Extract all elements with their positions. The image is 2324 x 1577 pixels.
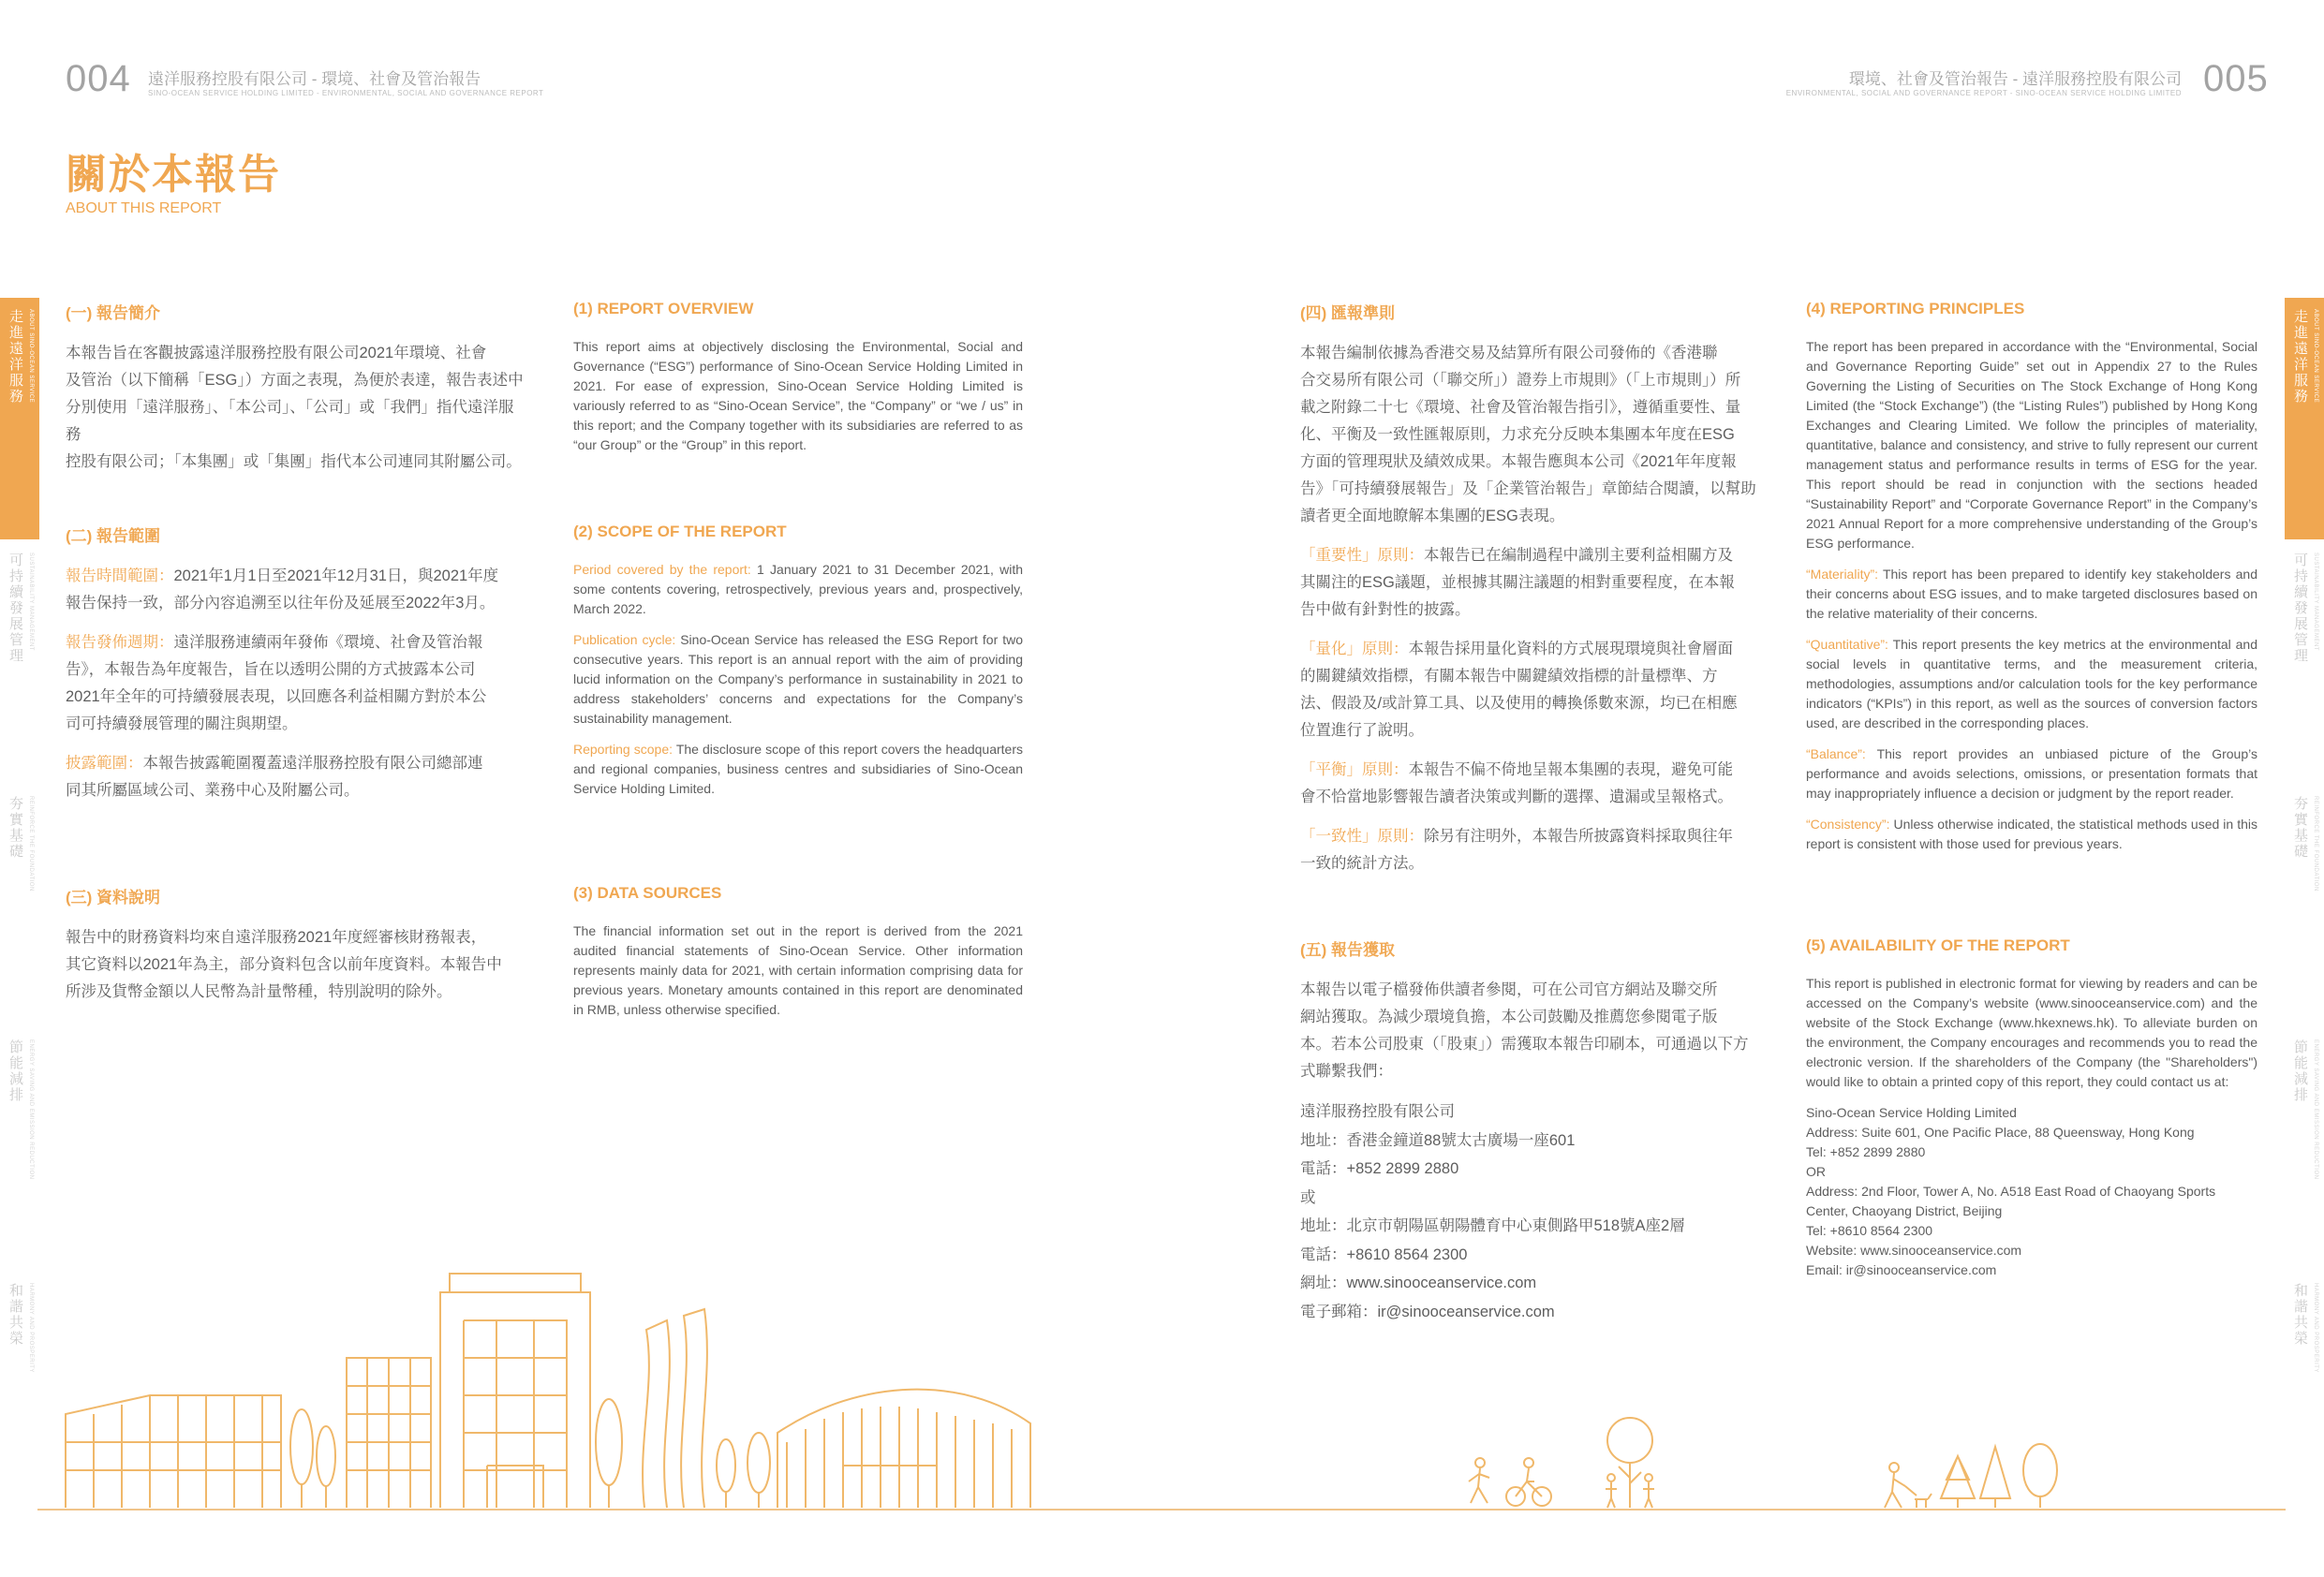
page-title	[66, 140, 281, 217]
side-tab-harmony-right[interactable]: 和諧共榮 HARMONY AND PROSPERITY	[2292, 1283, 2318, 1373]
section-4-en	[1806, 300, 2257, 865]
section-1-en	[573, 300, 1023, 455]
email-link-zh[interactable]: 電子郵箱：ir@sinooceanservice.com	[1300, 1303, 1555, 1320]
right-header-zh: 環境、社會及管治報告 ‐ 遠洋服務控股有限公司	[1848, 70, 2182, 88]
section-4-en-body: The report has been prepared in accordance with the “Environmental, Social and Governance Reporting Guide” set out in Appendix 27 to the Rules Governing the Listing of Securities on The Stock Exchange of Hong Kong Limited (the “Stock Exchange”) (the “Listing Rules”) published by Hong Kong Exchanges and Clearing Limited. We follow the principles of materiality, quantitative, balance and consistency, and strive to fully represent our current management status and performance results in terms of ESG for the year. This report should be read in conjunction with the sections headed “Sustainability Report” and “Corporate Governance Report” in the Company’s 2021 Annual Report for a more comprehensive understanding of the Group’s ESG performance. “Materiality”: This report has been prepared to identify key stakeholders and their concerns about ESG issues, and to make targeted disclosures based on the relative materiality of their concerns. “Quantitative”: This report presents the key metrics at the environmental and social levels in quantitative terms, and the measurement criteria, methodologies, assumptions and/or calculation tools for the key performance indicators (“KPIs”) in this report, as well as the sources of conversion factors used, are described in the corresponding places. “Balance”: This report provides an unbiased picture of the Group’s performance and avoids selections, omissions, or presentation formats that may inappropriately influence a decision or judgment by the report reader. “Consistency”: Unless otherwise indicated, the statistical methods used in this report is consistent with those used for previous years.	[1806, 339, 2257, 851]
website-link-en[interactable]: Website: www.sinooceanservice.com	[1806, 1243, 2022, 1258]
side-tab-energy-left[interactable]: 節能減排 ENERGY SAVING AND EMISSION REDUCTION	[7, 1039, 34, 1180]
section-1-en-heading: (1) REPORT OVERVIEW	[573, 300, 754, 317]
section-4-en-heading: (4) REPORTING PRINCIPLES	[1806, 300, 2025, 317]
side-tab-about-right[interactable]: 走進遠洋服務 ABOUT SINO-OCEAN SERVICE	[2285, 298, 2324, 539]
section-1-zh-body: 本報告旨在客觀披露遠洋服務控股有限公司2021年環境、社會 及管治（以下簡稱「ESG」）方面之表現，為便於表達，報告表述中 分別使用「遠洋服務」、「本公司」、「公司」或「我們」指代遠洋服務 控股有限公司；「本集團」或「集團」指代本公司連同其附屬公司。	[66, 345, 524, 470]
website-link-zh[interactable]: 網址：www.sinooceanservice.com	[1300, 1275, 1537, 1291]
left-page-number: 004	[66, 58, 131, 99]
section-5-en	[1806, 936, 2257, 1280]
side-tab-sustainability-left[interactable]: 可持續發展管理 SUSTAINABILITY MANAGEMENT	[7, 553, 34, 664]
section-3-zh-heading: (三) 資料說明	[66, 889, 161, 906]
side-tab-energy-right[interactable]: 節能減排 ENERGY SAVING AND EMISSION REDUCTION	[2292, 1039, 2318, 1180]
section-2-zh-body: 報告時間範圍：2021年1月1日至2021年12月31日，與2021年度 報告保持一致，部分內容追溯至以往年份及延展至2022年3月。 報告發佈週期：遠洋服務連續兩年發佈《環境、社會及管治報 告》，本報告為年度報告，旨在以透明公開的方式披露本公司 2021年全年的可持續發展表現，以回應各利益相關方對於本公 司可持續發展管理的關注與期望。 披露範圍：本報告披露範圍覆蓋遠洋服務控股有限公司總部連 同其所屬區域公司、業務中心及附屬公司。	[66, 567, 499, 799]
section-5-zh	[1300, 936, 1759, 1326]
section-5-en-body: This report is published in electronic format for viewing by readers and can be accessed on the Company’s website (www.sinooceanservice.com) and the website of the Stock Exchange (www.hkexnews.hk). To alleviate burden on the environment, the Company encourages and recommends you to read the electronic version. If the shareholders of the Company (the "Shareholders") would like to obtain a printed copy of this report, they could contact us at: Sino-Ocean Service Holding Limited Address: Suite 601, One Pacific Place, 88 Queensway, Hong Kong Tel: +852 2899 2880 OR Address: 2nd Floor, Tower A, No. A518 East Road of Chaoyang Sports Center, Chaoyang District, Beijing Tel: +8610 8564 2300 Website: www.sinooceanservice.com Email: ir@sinooceanservice.com	[1806, 974, 2257, 1280]
left-running-header	[148, 66, 543, 97]
side-tab-foundation-right[interactable]: 夯實基礎 REINFORCE THE FOUNDATION	[2292, 796, 2318, 892]
section-3-en-heading: (3) DATA SOURCES	[573, 884, 722, 902]
right-running-header	[1786, 66, 2182, 97]
section-2-zh	[66, 523, 525, 817]
side-tab-foundation-left[interactable]: 夯實基礎 REINFORCE THE FOUNDATION	[7, 796, 34, 892]
section-2-en	[573, 523, 1023, 810]
ground-line	[37, 1509, 2286, 1511]
email-link-en[interactable]: Email: ir@sinooceanservice.com	[1806, 1262, 1997, 1277]
right-page-number: 005	[2203, 58, 2269, 99]
trees-dog-walker-illustration	[1873, 1419, 2080, 1512]
section-1-zh-heading: (一) 報告簡介	[66, 304, 161, 322]
contact-en: Sino-Ocean Service Holding Limited Address: Suite 601, One Pacific Place, 88 Queensway, Hong Kong Tel: +852 2899 2880 OR Address: 2nd Floor, Tower A, No. A518 East Road of Chaoyang Sports Center, Chaoyang District, Beijing Tel: +8610 8564 2300 Website: www.sinooceanservice.com Email: ir@sinooceanservice.com	[1806, 1103, 2257, 1280]
left-header-zh: 遠洋服務控股有限公司 ‐ 環境、社會及管治報告	[148, 70, 481, 88]
side-tab-harmony-left[interactable]: 和諧共榮 HARMONY AND PROSPERITY	[7, 1283, 34, 1373]
section-3-zh-body: 報告中的財務資料均來自遠洋服務2021年度經審核財務報表， 其它資料以2021年為主，部分資料包含以前年度資料。本報告中 所涉及貨幣金額以人民幣為計量幣種，特別說明的除外。	[66, 929, 502, 1000]
section-5-zh-body: 本報告以電子檔發佈供讀者參閱，可在公司官方網站及聯交所 網站獲取。為減少環境負擔，本公司鼓勵及推薦您參閱電子版 本。若本公司股東（「股東」）需獲取本報告印刷本，可通過以下方 式聯繫我們： 遠洋服務控股有限公司 地址：香港金鐘道88號太古廣場一座601 電話：+852 2899 2880 或 地址：北京市朝陽區朝陽體育中心東側路甲518號A座2層 電話：+8610 8564 2300 網址：www.sinooceanservice.com 電子郵箱：ir@sinooceanservice.com	[1300, 977, 1759, 1326]
section-2-zh-heading: (二) 報告範圍	[66, 527, 161, 545]
section-3-en	[573, 884, 1023, 1020]
page-title-zh: 關於本報告	[66, 152, 281, 198]
page-title-en: ABOUT THIS REPORT	[66, 200, 222, 216]
section-3-en-body: The financial information set out in the report is derived from the 2021 audited financial statements of Sino-Ocean Service. Other information represents mainly data for 2021, with certain information comprising data for previous years. Monetary amounts contained in this report are denominated in RMB, unless otherwise specified.	[573, 923, 1023, 1017]
side-tab-about-left[interactable]: 走進遠洋服務 ABOUT SINO-OCEAN SERVICE	[0, 298, 39, 539]
section-4-zh	[1300, 300, 1759, 890]
section-4-zh-body: 本報告編制依據為香港交易及結算所有限公司發佈的《香港聯 合交易所有限公司（「聯交所」）證券上市規則》（「上市規則」）所 載之附錄二十七《環境、社會及管治報告指引》，遵循重要性、量 化、平衡及一致性匯報原則，力求充分反映本集團本年度在ESG 方面的管理現狀及績效成果。本報告應與本公司《2021年年度報 告》「可持續發展報告」及「企業管治報告」章節結合閱讀，以幫助 讀者更全面地瞭解本集團的ESG表現。 「重要性」原則：本報告已在編制過程中識別主要利益相關方及 其關注的ESG議題，並根據其關注議題的相對重要程度，在本報 告中做有針對性的披露。 「量化」原則：本報告採用量化資料的方式展現環境與社會層面 的關鍵績效指標，有關本報告中關鍵績效指標的計量標準、方 法、假設及/或計算工具、以及使用的轉換係數來源，均已在相應 位置進行了說明。 「平衡」原則：本報告不偏不倚地呈報本集團的表現，避免可能 會不恰當地影響報告讀者決策或判斷的選擇、遺漏或呈報格式。 「一致性」原則：除另有注明外，本報告所披露資料採取與往年 一致的統計方法。	[1300, 345, 1756, 872]
right-header-en: ENVIRONMENTAL, SOCIAL AND GOVERNANCE REPORT ‐ SINO-OCEAN SERVICE HOLDING LIMITED	[1785, 89, 2182, 97]
section-5-zh-heading: (五) 報告獲取	[1300, 941, 1396, 959]
side-tab-sustainability-right[interactable]: 可持續發展管理 SUSTAINABILITY MANAGEMENT	[2292, 553, 2318, 664]
section-3-zh	[66, 884, 525, 1006]
section-1-en-body: This report aims at objectively disclosing the Environmental, Social and Governance (“ESG”) performance of Sino-Ocean Service Holding Limited in 2021. For ease of expression, Sino-Ocean Service Holding Limited is variously referred to as “Sino-Ocean Service”, the “Company” or “we / us” in this report; and the Company together with its subsidiaries are referred to as “our Group” or the “Group” in this report.	[573, 339, 1023, 452]
skyline-illustration	[37, 1255, 1049, 1512]
section-2-en-heading: (2) SCOPE OF THE REPORT	[573, 523, 787, 540]
contact-zh: 遠洋服務控股有限公司 地址：香港金鐘道88號太古廣場一座601 電話：+852 2899 2880 或 地址：北京市朝陽區朝陽體育中心東側路甲518號A座2層 電話：+8610 8564 2300 網址：www.sinooceanservice.com 電子郵箱：ir@sinooceanservice.com	[1300, 1098, 1759, 1326]
section-5-en-heading: (5) AVAILABILITY OF THE REPORT	[1806, 936, 2070, 954]
section-4-zh-heading: (四) 匯報準則	[1300, 304, 1396, 322]
section-1-zh	[66, 300, 525, 476]
section-2-en-body: Period covered by the report: 1 January 2021 to 31 December 2021, with some contents covering, retrospectively, previous years and, prospectively, March 2022. Publication cycle: Sino-Ocean Service has released the ESG Report for two consecutive years. This report is an annual report with the aim of providing lucid information on the Company’s performance in sustainability in 2021 to address stakeholders’ concerns and expectations for the Company’s sustainability management. Reporting scope: The disclosure scope of this report covers the headquarters and regional companies, business centres and subsidiaries of Sino-Ocean Service Holding Limited.	[573, 562, 1024, 796]
left-header-en: SINO-OCEAN SERVICE HOLDING LIMITED ‐ ENVIRONMENTAL, SOCIAL AND GOVERNANCE REPORT	[148, 89, 544, 97]
